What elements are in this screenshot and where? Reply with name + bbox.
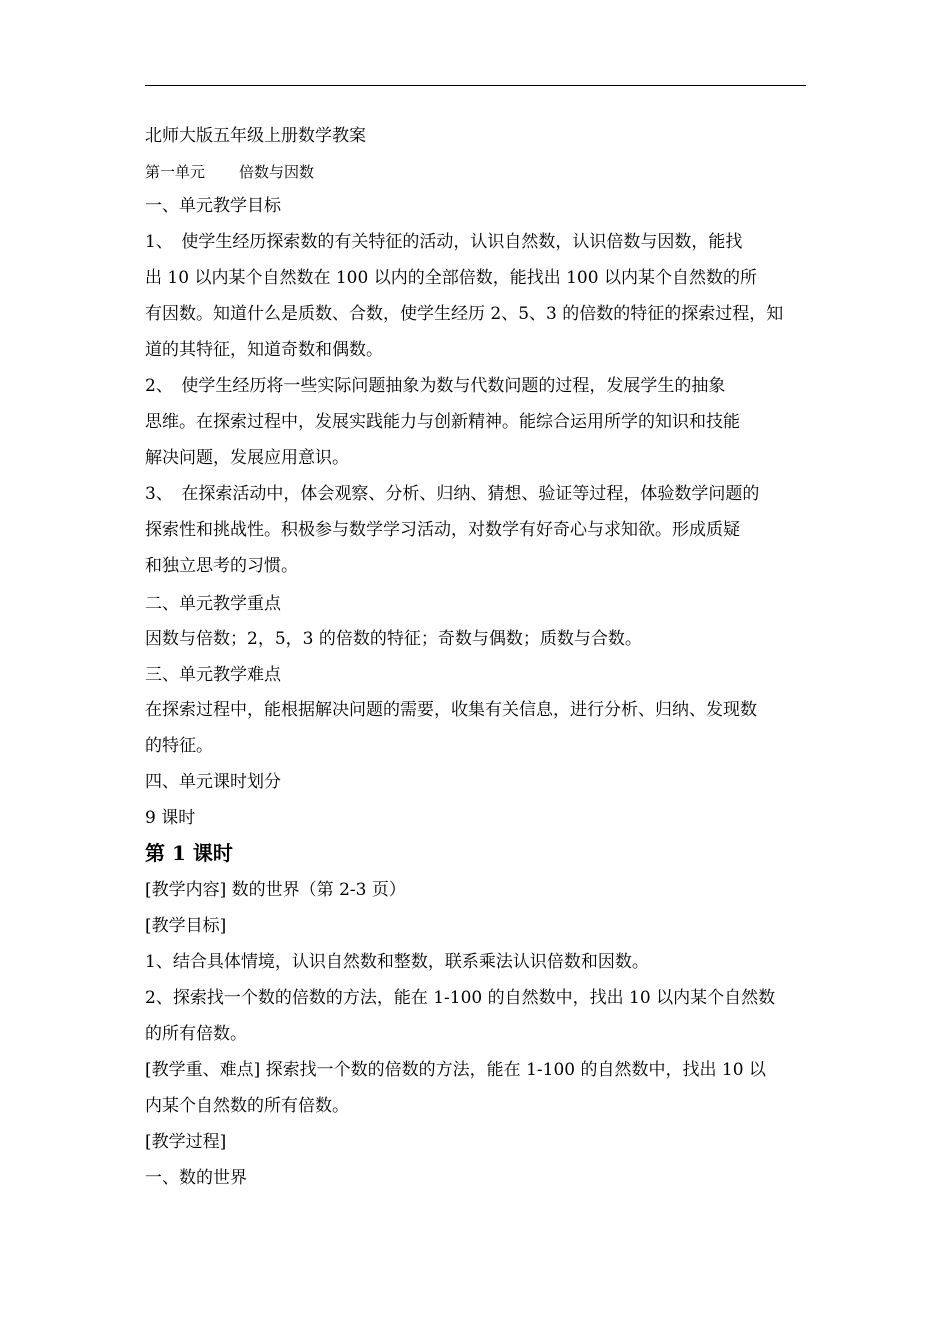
goal1-line: 出 10 以内某个自然数在 100 以内的全部倍数，能找出 100 以内某个自然数的所 [145,268,757,288]
goal2-line: 解决问题，发展应用意识。 [145,448,349,468]
key-text: 因数与倍数；2，5，3 的倍数的特征；奇数与偶数；质数与合数。 [145,629,642,649]
goal3-line: 和独立思考的习惯。 [145,556,298,576]
lesson1-key-difficult-line: [教学重、难点] 探索找一个数的倍数的方法，能在 1-100 的自然数中，找出 10 以 [145,1060,766,1080]
unit-title [145,160,314,184]
header-rule [145,85,806,86]
goal1-line: 有因数。知道什么是质数、合数，使学生经历 2、5、3 的倍数的特征的探索过程，知 [145,304,784,324]
hours-text: 9 课时 [145,808,196,828]
difficult-line: 在探索过程中，能根据解决问题的需要，收集有关信息，进行分析、归纳、发现数 [145,700,757,720]
lesson1-process-first: 一、数的世界 [145,1168,247,1188]
hours-heading: 四、单元课时划分 [145,772,281,792]
goals-heading: 一、单元教学目标 [145,196,281,216]
lesson1-heading: 第 1 课时 [145,841,233,865]
key-heading: 二、单元教学重点 [145,594,281,614]
lesson1-key-difficult-line: 内某个自然数的所有倍数。 [145,1096,349,1116]
goal2-line: 2、 使学生经历将一些实际问题抽象为数与代数问题的过程，发展学生的抽象 [145,376,726,396]
goal2-line: 思维。在探索过程中，发展实践能力与创新精神。能综合运用所学的知识和技能 [145,412,740,432]
unit-name: 倍数与因数 [239,163,315,181]
lesson1-goals-label: [教学目标] [145,916,227,936]
goal1-line: 道的其特征，知道奇数和偶数。 [145,340,383,360]
goal3-line: 3、 在探索活动中，体会观察、分析、归纳、猜想、验证等过程，体验数学问题的 [145,484,760,504]
goal3-line: 探索性和挑战性。积极参与数学学习活动，对数学有好奇心与求知欲。形成质疑 [145,520,740,540]
document-title: 北师大版五年级上册数学教案 [145,126,366,146]
unit-label: 第一单元 [145,163,206,181]
lesson1-goal2-line: 2、探索找一个数的倍数的方法，能在 1-100 的自然数中，找出 10 以内某个自然数 [145,988,776,1008]
goal1-line: 1、 使学生经历探索数的有关特征的活动，认识自然数，认识倍数与因数，能找 [145,232,743,252]
lesson1-goal2-line: 的所有倍数。 [145,1024,247,1044]
lesson1-content: [教学内容] 数的世界（第 2-3 页） [145,880,406,900]
difficult-heading: 三、单元教学难点 [145,665,281,685]
difficult-line: 的特征。 [145,736,213,756]
lesson1-goal1: 1、结合具体情境，认识自然数和整数，联系乘法认识倍数和因数。 [145,952,649,972]
lesson1-process-label: [教学过程] [145,1132,227,1152]
